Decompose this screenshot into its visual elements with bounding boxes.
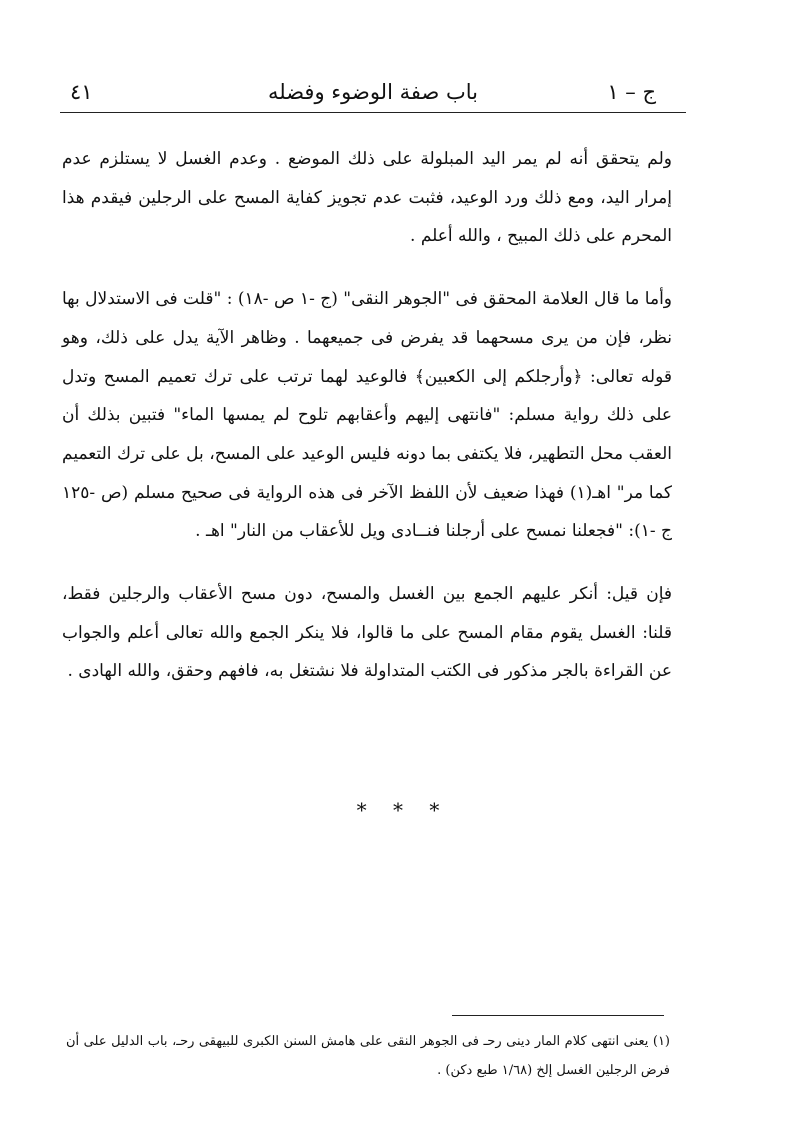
main-text: [62, 140, 672, 715]
paragraph-2: وأما ما قال العلامة المحقق فى "الجوهر النقى" (ج -١ ص -١٨) : "قلت فى الاستدلال بها نظر، فإن من يرى مسحهما قد يفرض فى جميعهما . وظاهر الآية يدل على ذلك، وهو قوله تعالى: ﴿وأرجلكم إلى الكعبين﴾ فالوعيد لهما ترتب على ترك تعميم المسح وتدل على ذلك رواية مسلم: "فانتهى إليهم وأعقابهم تلوح لم يمسها الماء" فتبين بذلك أن العقب محل التطهير، فلا يكتفى بما دونه فليس الوعيد على المسح، بل على ترك التعميم كما مر" اهـ(١) فهذا ضعيف لأن اللفظ الآخر فى هذه الرواية فى صحيح مسلم (ص -١٢٥ ج -١): "فجعلنا نمسح على أرجلنا فنــادى ويل للأعقاب من النار" اهـ .: [62, 289, 673, 542]
footnote-rule: [452, 1015, 664, 1016]
page-number: ٤١: [70, 80, 93, 104]
footnote: (١) يعنى انتهى كلام المار دينى رحـ فى الجوهر النقى على هامش السنن الكبرى للبيهقى رحـ، باب الدليل على أن فرض الرجلين الغسل إلخ (١/٦٨ طبع دكن) .: [66, 1034, 670, 1078]
paragraph-1: ولم يتحقق أنه لم يمر اليد المبلولة على ذلك الموضع . وعدم الغسل لا يستلزم عدم إمرار اليد، ومع ذلك ورد الوعيد، فثبت عدم تجويز كفاية المسح على الرجلين فيقدم هذا المحرم على ذلك المبيح ، والله أعلم .: [62, 149, 672, 247]
header-rule: [60, 112, 686, 113]
paragraph-3: فإن قيل: أنكر عليهم الجمع بين الغسل والمسح، دون مسح الأعقاب والرجلين فقط، قلنا: الغسل يقوم مقام المسح على ما قالوا، فلا ينكر الجمع والله تعالى أعلم والجواب عن القراءة بالجر مذكور فى الكتب المتداولة فلا نشتغل به، فافهم وحقق، والله الهادى .: [62, 584, 672, 682]
volume-label: ج – ١: [607, 80, 656, 104]
chapter-title: باب صفة الوضوء وفضله: [268, 80, 478, 104]
running-header: [62, 72, 684, 112]
section-separator: * * *: [356, 798, 450, 822]
